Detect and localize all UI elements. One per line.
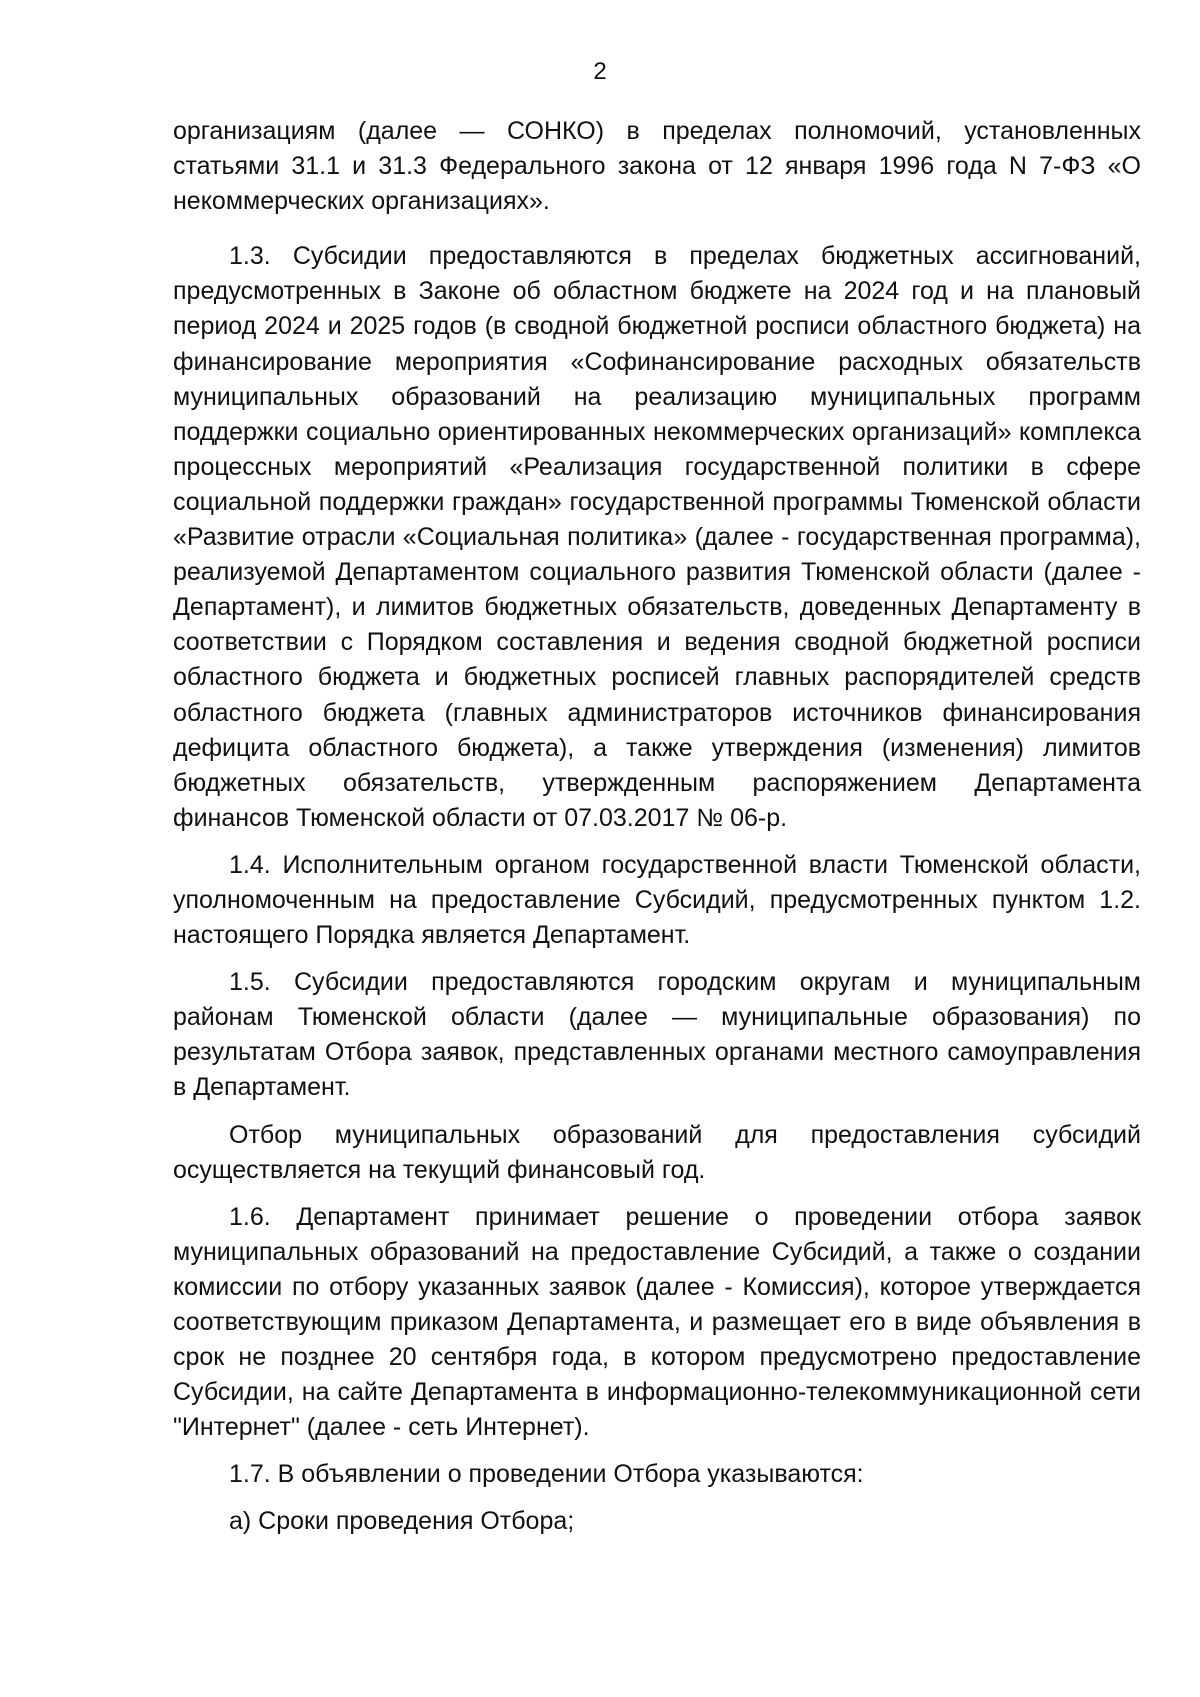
page-number: 2 bbox=[593, 58, 607, 85]
list-item-a: а) Сроки проведения Отбора; bbox=[229, 1507, 575, 1536]
document-body bbox=[173, 114, 1141, 1552]
paragraph-continuation-sonko: организациям (далее — СОНКО) в пределах полномочий, установленных статьями 31.1 и 31.3 Федерального закона от 12 января 1996 года N 7-ФЗ «О некоммерческих организациях». bbox=[173, 117, 1141, 216]
paragraph-1-3: 1.3. Субсидии предоставляются в пределах бюджетных ассигнований, предусмотренных в Законе об областном бюджете на 2024 год и на плановый период 2024 и 2025 годов (в сводной бюджетной росписи областного бюджета) на финансирование мероприятия «Софинансирование расходных обязательств муниципальных образований на реализацию муниципальных программ поддержки социально ориентированных некоммерческих организаций» комплекса процессных мероприятий «Реализация государственной политики в сфере социальной поддержки граждан» государственной программы Тюменской области «Развитие отрасли «Социальная политика» (далее - государственная программа), реализуемой Департаментом социального развития Тюменской области (далее - Департамент), и лимитов бюджетных обязательств, доведенных Департаменту в соответствии с Порядком составления и ведения сводной бюджетной росписи областного бюджета и бюджетных росписей главных распорядителей средств областного бюджета (главных администраторов источников финансирования дефицита областного бюджета), а также утверждения (изменения) лимитов бюджетных обязательств, утвержденным распоряжением Департамента финансов Тюменской области от 07.03.2017 № 06-р. bbox=[173, 242, 1141, 832]
paragraph-1-6: 1.6. Департамент принимает решение о проведении отбора заявок муниципальных образований на предоставление Субсидий, а также о создании комиссии по отбору указанных заявок (далее - Комиссия), которое утверждается соответствующим приказом Департамента, и размещает его в виде объявления в срок не позднее 20 сентября года, в котором предусмотрено предоставление Субсидии, на сайте Департамента в информационно-телекоммуникационной сети "Интернет" (далее - сеть Интернет). bbox=[173, 1202, 1141, 1442]
paragraph-selection-period: Отбор муниципальных образований для предоставления субсидий осуществляется на текущий финансовый год. bbox=[173, 1120, 1141, 1184]
paragraph-1-7: 1.7. В объявлении о проведении Отбора указываются: bbox=[229, 1460, 864, 1489]
paragraph-1-5: 1.5. Субсидии предоставляются городским округам и муниципальным районам Тюменской области (далее — муниципальные образования) по результатам Отбора заявок, представленных органами местного самоуправления в Департамент. bbox=[173, 968, 1141, 1102]
paragraph-1-4: 1.4. Исполнительным органом государственной власти Тюменской области, уполномоченным на предоставление Субсидий, предусмотренных пунктом 1.2. настоящего Порядка является Департамент. bbox=[173, 850, 1141, 950]
